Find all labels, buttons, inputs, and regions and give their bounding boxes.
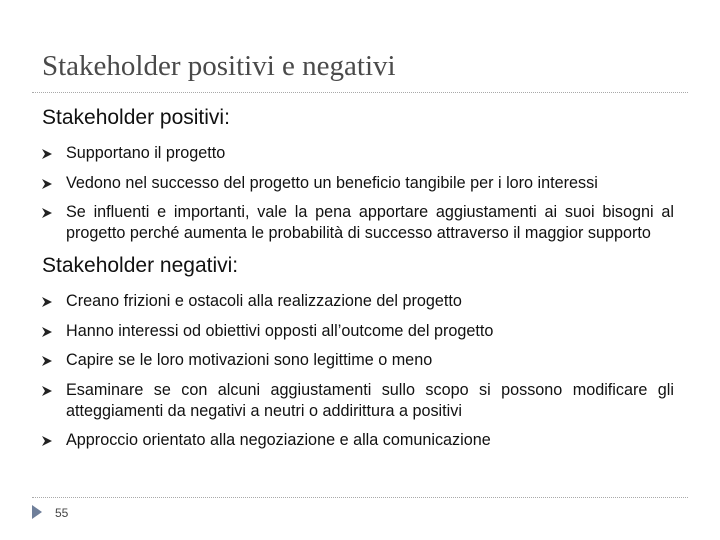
- list-item-text: Hanno interessi od obiettivi opposti all’outcome del progetto: [66, 321, 494, 340]
- triangle-marker-icon: [32, 505, 42, 519]
- slide-content: [42, 106, 682, 460]
- page-number: 55: [55, 506, 69, 520]
- list-item: [42, 430, 682, 451]
- list-item: [42, 202, 682, 244]
- list-item-text: Supportano il progetto: [66, 144, 226, 162]
- arrowhead-bullet-icon: [42, 179, 52, 189]
- list-item: [42, 321, 682, 342]
- arrowhead-bullet-icon: [42, 356, 52, 366]
- list-item: [42, 173, 682, 194]
- list-item: [42, 350, 682, 371]
- list-item-text: Esaminare se con alcuni aggiustamenti sullo scopo si possono modificare gli atteggiamenti da negativi a neutri o addirittura a positivi: [66, 380, 674, 420]
- footer-divider: [32, 497, 688, 498]
- positive-heading: Stakeholder positivi:: [42, 106, 230, 129]
- list-item: [42, 143, 682, 164]
- list-item-text: Creano frizioni e ostacoli alla realizzazione del progetto: [66, 292, 462, 310]
- slide-title: Stakeholder positivi e negativi: [42, 50, 396, 82]
- list-item-text: Se influenti e importanti, vale la pena apportare aggiustamenti ai suoi bisogni al progetto perché aumenta le probabilità di successo attraverso il maggior supporto: [66, 203, 674, 242]
- arrowhead-bullet-icon: [42, 297, 52, 307]
- arrowhead-bullet-icon: [42, 208, 52, 218]
- arrowhead-bullet-icon: [42, 327, 52, 337]
- list-item-text: Approccio orientato alla negoziazione e alla comunicazione: [66, 431, 491, 449]
- list-item-text: Capire se le loro motivazioni sono legittime o meno: [66, 351, 433, 369]
- list-item-text: Vedono nel successo del progetto un beneficio tangibile per i loro interessi: [66, 173, 598, 192]
- arrowhead-bullet-icon: [42, 436, 52, 446]
- title-divider: [32, 92, 688, 93]
- list-item: [42, 291, 682, 312]
- negative-list: [42, 291, 682, 451]
- negative-heading: Stakeholder negativi:: [42, 254, 239, 277]
- arrowhead-bullet-icon: [42, 386, 52, 396]
- arrowhead-bullet-icon: [42, 149, 52, 159]
- list-item: [42, 380, 682, 422]
- positive-list: [42, 143, 682, 244]
